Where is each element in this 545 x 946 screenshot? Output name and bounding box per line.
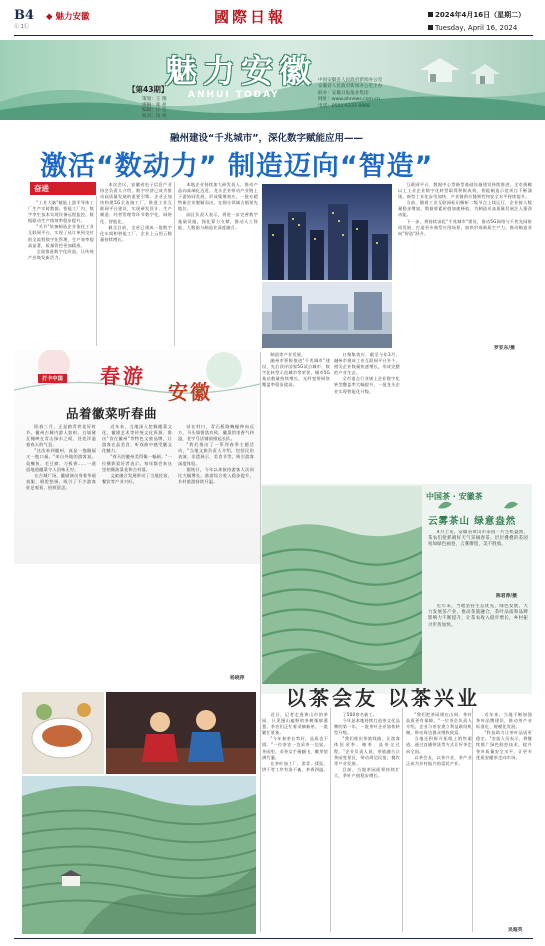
column-divider (174, 182, 175, 346)
page-subcode: Ⓛ 1Ⓛ (14, 24, 29, 30)
column-divider (260, 352, 261, 932)
column-divider (472, 708, 473, 932)
column-divider (330, 708, 331, 932)
travel-title-anhui: 安徽 (168, 380, 212, 404)
tea-author: 吴超英 (508, 928, 523, 933)
banner (0, 40, 545, 120)
main-body-col-6: 口聚集效应，截至今年3月，融州市建成工业互联网平台多个，相关企业数量快速增长，形成完整的产业生态。 全市重点行业规上企业数字化转型覆盖率大幅提升，一批龙头企业实现智能化升级。 (334, 352, 400, 394)
city-night-image (262, 184, 392, 280)
tea-body-col-2: 了500余名新工。 今年是本地持续打造茶文化品牌的第一年，一批茶叶企业加快转型升级。 "我们推出茶旅线路，让游客体验采茶、制茶、品茶全过程。"企业负责人说，茶旅融合让茶园变景区，带动周边民宿、餐饮等产业发展。 目前，当地茶园面积持续扩大，茶叶产值稳步增长。 (334, 712, 400, 778)
banner-subtitle: ANHUI TODAY (188, 90, 280, 100)
tea-caption-author: 陈君萍/摄 (496, 594, 517, 599)
main-photo-credit: 罗亚东/摄 (494, 346, 515, 351)
tea-tag: 中国茶 · 安徽茶 (426, 492, 483, 501)
staff-line: 校对：钱 爽 (142, 113, 167, 119)
tea-hills-image (262, 486, 422, 684)
banner-info-line: 联办：安徽日报报业集团 (318, 90, 369, 96)
tea-side-text: 近年来，当地坚持生态优先、绿色发展，大力发展茶产业，推动茶旅融合，茶叶品质和品牌影响力不断提升，让茶农收入稳步增长，乡村振兴步伐加快。 (428, 604, 528, 628)
travel-photo-1 (22, 692, 104, 774)
column-divider (402, 708, 403, 932)
main-headline: 激活“数动力” 制造迈向“智造” (40, 151, 434, 182)
banner-info-line: 电话：0551-6333 8888 (318, 103, 370, 109)
page-number: B4 (14, 8, 35, 23)
footer-rule (14, 938, 533, 939)
banner-info-line: 中国安徽省人民政府新闻办公室 (318, 78, 383, 83)
travel-author: 杨晓萍 (230, 676, 245, 681)
staff-line: 编辑：汪 莹 (142, 108, 167, 114)
travel-headline: 品着徽菜听春曲 (66, 406, 158, 421)
tea-title: 云雾茶山 绿意盎然 (428, 516, 517, 527)
travel-title: 春游 (100, 364, 146, 388)
main-photo (262, 184, 392, 280)
staff-line: 策划：王 翔 (142, 97, 167, 102)
date-english-text: Tuesday, April 16, 2024 (435, 24, 518, 32)
main-photo-2 (262, 282, 392, 348)
staff-line: 审稿：张 亮 (142, 102, 167, 108)
banner-info (318, 78, 382, 110)
date-chinese (428, 10, 525, 20)
date-english (428, 24, 517, 32)
travel-photo-2 (106, 692, 256, 774)
travel-body-col-1: 阳春三月，正是踏青赏花好时节。徽州古城内游人如织，白墙黛瓦掩映在青山绿水之间，处处洋溢着春天的气息。 "这次来到徽州，真是一饱眼福又一饱口福。"来自外地的游客说。臭鳜鱼、毛豆腐、刀板香……一道道地道徽菜令人回味无穷。 在古城广场，徽剧演员身着华丽戏服，唱腔悠扬，吸引了不少游客驻足观看，拍照留念。 (26, 424, 96, 490)
section-name (46, 10, 90, 22)
bullet-icon: ◆ (46, 12, 53, 22)
header-rule (14, 35, 533, 36)
leaf-decoration (430, 498, 526, 512)
tea-photo (262, 486, 422, 684)
travel-tag: 打卡中国 (38, 374, 67, 383)
tea-body-col-4: 近年来，当地不断加强茶叶品牌建设，推动茶产业标准化、规模化发展。 "科技助力让茶叶品质更稳定。"农技人员表示，将继续推广绿色防控技术，提升茶叶质量安全水平，让更多优质安徽茶走向市场。 (476, 712, 532, 760)
date-chinese-text: 2024年4月16日（星期二） (435, 11, 526, 19)
section-label: 魅力安徽 (55, 12, 90, 22)
column-divider (96, 196, 97, 346)
staff-credits (142, 97, 166, 119)
main-body-col-4: 互联网平台、数据中心等新型基础设施建设持续推进，全市规模以上工业企业数字化转型取得积极成效，智能制造示范项目不断涌现。新型工业化步伐加快，产业链供应链韧性和安全水平持续提升。 当前，随着工业互联网标识解析二级节点上线运行，企业接入数量稳步增加，数据要素价值加速释放，为制造业高质量发展注入强劲动能。 下一步，将持续深化"千兆城市"建设，推动5G网络与千兆光网协同发展，打造更多典型应用场景，加快形成新质生产力，推动制造业向"智造"跃升。 (398, 182, 532, 236)
food-image (22, 692, 104, 774)
main-kicker: 融州建设“千兆城市”，深化数字赋能应用—— (170, 133, 363, 144)
banner-title: 魅力安徽 (165, 52, 318, 90)
banner-info-line: 网址：www.ahnews.com.cn (318, 97, 380, 103)
main-body-col-2: 本次会议，安徽省电子信息产业协会负责人介绍，数字经济已成为推动高质量发展的重要引擎。企业正加快构建5G全连接工厂，推进工业互联网平台建设，实现研发设计、生产制造、经营管理等环节数字化、网络化、智能化。 截至目前，全省已建成一批数字化车间和智能工厂，企业上云用云数量持续增长。 (100, 182, 172, 242)
travel-body-col-2: 近年来，当地深入挖掘徽菜文化、徽剧艺术等传统文化资源，推出"食在徽州"等特色文旅品牌，让游客在品美食、听戏曲中感受徽文化魅力。 "春天的徽州美得像一幅画。"一位摄影爱好者表示，每年都会来这里拍摄油菜花和古村落。 文旅融合发展带动了当地民宿、餐饮等产业兴旺。 (102, 424, 172, 484)
tea-headline: 以茶会友 以茶兴业 (286, 686, 480, 710)
travel-photo-3 (22, 776, 256, 934)
masthead: 國際日報 (214, 8, 287, 26)
banner-info-line: 安徽省人民政府新闻办公室主办 (318, 84, 383, 90)
main-body-col-3: 本地企业持续加大研发投入，推动产品向高端化迈进。龙头企业带动产业链上下游协同发展，形成集聚效应。一批专精特新企业脱颖而出，在细分领域占据领先地位。 园区负责人表示，将进一步完善数字基础设施，强化算力支撑，推动人工智能、大数据与制造业深度融合。 (178, 182, 258, 230)
main-body-col-1: "工业大脑"赋能上游半导体工厂生产实时数据。智能工厂内，数字孪生技术实现设备远程监控，数据驱动生产线效率稳步提升。 "关节"装备制造企业依托工业互联网平台，实现了从订单到交付的全流程数字化管理，生产效率提高显著，质量管控更加精准。 全面推进数字化改造，让传统产业焕发新活力。 (28, 200, 94, 260)
tea-plantation-aerial-image (22, 776, 256, 934)
factory-image (262, 282, 392, 348)
main-tag: 奋进 (30, 182, 96, 195)
issue-number: 【第43期】 (128, 85, 169, 94)
tea-caption: 4月上旬，安徽省黄山市茶园一片生机盎然，茶农们抢抓晴好天气采摘春茶。层层叠叠的茶园宛如绿色画卷，云雾缭绕，美不胜收。 (428, 530, 528, 548)
travel-body-col-3: 站在村口，青石板路蜿蜒伸向远方，马头墙错落有致。徽菜馆里香气四溢，老字号店铺前排起长队。 "我们推出了一系列春季主题活动，"当地文旅负责人介绍，包括民俗表演、非遗展示、美食节等，吸引游客深度体验。 据统计，今年以来接待游客人次同比大幅增长，旅游综合收入稳步提升，乡村旅游持续升温。 (178, 424, 254, 484)
tea-body-col-1: 近日，记者走进黄山市的茶园，只见漫山遍野的茶树郁郁葱葱，茶农们正忙着采摘新茶，一派繁忙景象。 "今年春茶长势好，品质也不错。"一位茶农一边采茶一边说。茶园里，采茶女手指翻飞，嫩芽装满竹篓。 在茶叶加工厂，杀青、揉捻、烘干等工序有条不紊，茶香四溢。 (262, 712, 328, 772)
opera-image (106, 692, 256, 774)
tea-body-col-3: "我们把茶园建在山间，茶叶品质更有保障。"一位茶企负责人介绍，企业与茶农建立利益联结机制，带动周边群众增收致富。 当地还积极开拓线上销售渠道，通过直播带货等方式让好茶走向全国。 以茶会友，以茶兴业，茶产业正成为乡村振兴的富民产业。 (406, 712, 472, 766)
main-body-col-5: 制造等产业发展。 融州市积极推进"千兆城市"建设，先后获评国家5G试点城市、数字化转型示范城市等荣誉，城市5G基站数量持续增长，光纤宽带网络覆盖率稳步提高。 (262, 352, 330, 388)
